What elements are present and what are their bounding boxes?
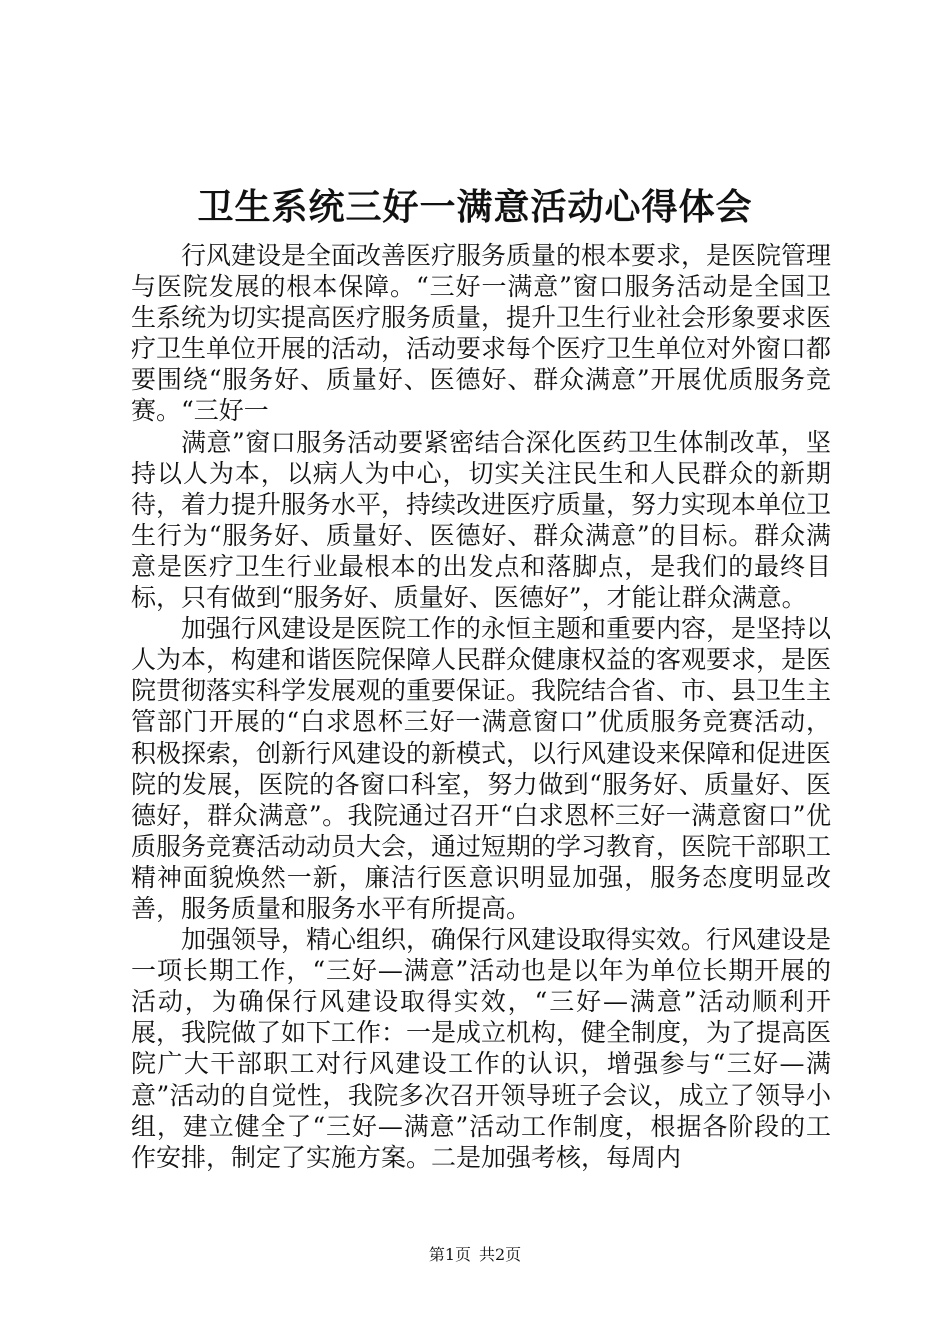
paragraph-2: 满意”窗口服务活动要紧密结合深化医药卫生体制改革，坚持以人为本，以病人为中心，切实关注民生和人民群众的新期待，着力提升服务水平，持续改进医疗质量，努力实现本单位卫生行为“服务好、质量好、医德好、群众满意”的目标。群众满意是医疗卫生行业最根本的出发点和落脚点，是我们的最终目标，只有做到“服务好、质量好、医德好”，才能让群众满意。 [131,427,832,613]
document-title: 卫生系统三好一满意活动心得体会 [197,187,753,228]
page-footer [0,1244,950,1266]
paragraph-3: 加强行风建设是医院工作的永恒主题和重要内容，是坚持以人为本，构建和谐医院保障人民群众健康权益的客观要求，是医院贯彻落实科学发展观的重要保证。我院结合省、市、县卫生主管部门开展的“白求恩杯三好一满意窗口”优质服务竞赛活动，积极探索，创新行风建设的新模式，以行风建设来保障和促进医院的发展，医院的各窗口科室，努力做到“服务好、质量好、医德好，群众满意”。我院通过召开“白求恩杯三好一满意窗口”优质服务竞赛活动动员大会，通过短期的学习教育，医院干部职工精神面貌焕然一新，廉洁行医意识明显加强，服务态度明显改善，服务质量和服务水平有所提高。 [131,614,832,923]
page-total: 共2页 [479,1245,522,1264]
document-body [131,240,831,1173]
paragraph-1: 行风建设是全面改善医疗服务质量的根本要求，是医院管理与医院发展的根本保障。“三好一满意”窗口服务活动是全国卫生系统为切实提高医疗服务质量，提升卫生行业社会形象要求医疗卫生单位开展的活动，活动要求每个医疗卫生单位对外窗口都要围绕“服务好、质量好、医德好、群众满意”开展优质服务竞赛。“三好一 [131,241,832,426]
page-number: 第1页 [428,1245,471,1264]
paragraph-4: 加强领导，精心组织，确保行风建设取得实效。行风建设是一项长期工作，“三好—满意”活动也是以年为单位长期开展的活动，为确保行风建设取得实效，“三好—满意”活动顺利开展，我院做了如下工作：一是成立机构，健全制度，为了提高医院广大干部职工对行风建设工作的认识，增强参与“三好—满意”活动的自觉性，我院多次召开领导班子会议，成立了领导小组，建立健全了“三好—满意”活动工作制度，根据各阶段的工作安排，制定了实施方案。二是加强考核，每周内 [131,925,832,1172]
